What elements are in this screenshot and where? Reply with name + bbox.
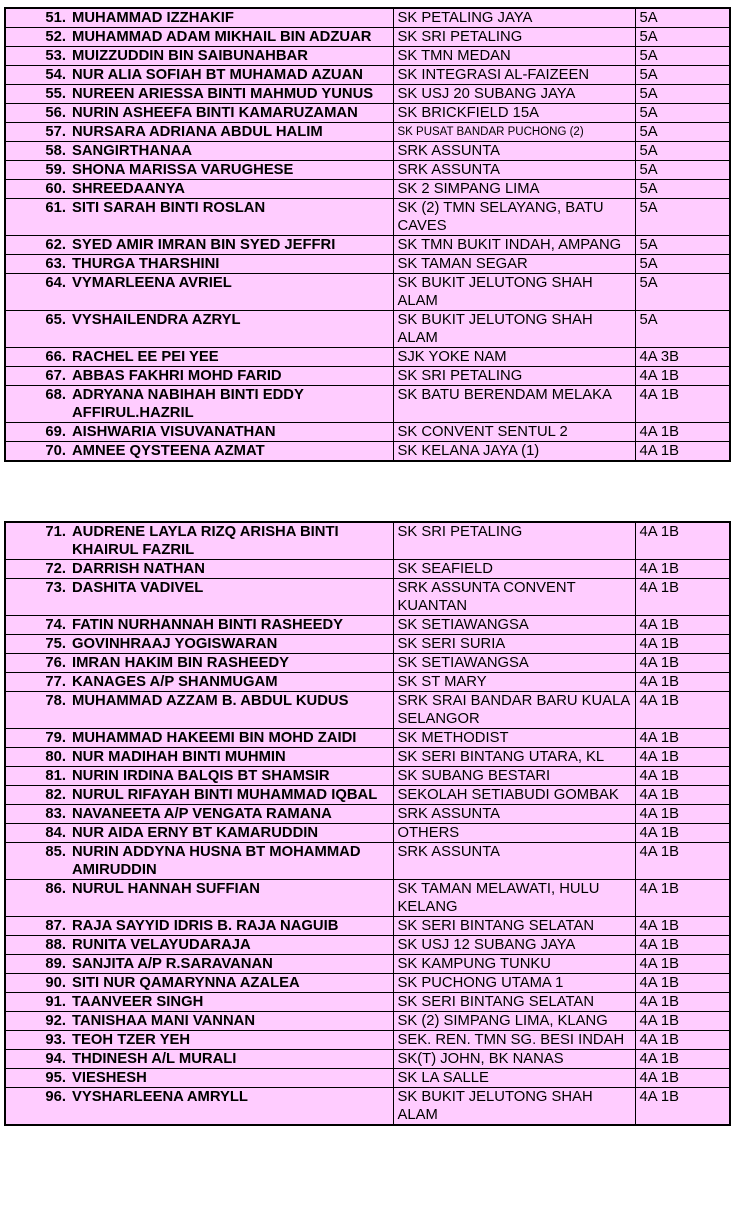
table-row <box>5 442 730 462</box>
student-name: NURUL RIFAYAH BINTI MUHAMMAD IQBAL <box>72 787 378 803</box>
student-cell <box>5 274 393 311</box>
grade-result: 4A 1B <box>635 1069 730 1088</box>
student-name: RAJA SAYYID IDRIS B. RAJA NAGUIB <box>72 918 339 934</box>
table-row <box>5 955 730 974</box>
grade-result: 4A 1B <box>635 1031 730 1050</box>
school-name: SK BATU BERENDAM MELAKA <box>393 386 635 423</box>
school-name: SK (2) SIMPANG LIMA, KLANG <box>393 1012 635 1031</box>
student-cell <box>5 917 393 936</box>
row-number: 94. <box>45 1051 66 1067</box>
student-name: NURSARA ADRIANA ABDUL HALIM <box>72 124 323 140</box>
school-name: SK PUCHONG UTAMA 1 <box>393 974 635 993</box>
grade-result: 4A 1B <box>635 635 730 654</box>
row-number: 63. <box>45 256 66 272</box>
school-name: SRK ASSUNTA <box>393 843 635 880</box>
student-name: SHONA MARISSA VARUGHESE <box>72 162 294 178</box>
row-number: 84. <box>45 825 66 841</box>
school-name: SK BUKIT JELUTONG SHAH ALAM <box>393 311 635 348</box>
student-name: MUIZZUDDIN BIN SAIBUNAHBAR <box>72 48 308 64</box>
results-table-body <box>5 522 730 1125</box>
school-name: SRK ASSUNTA CONVENT KUANTAN <box>393 579 635 616</box>
student-name: ADRYANA NABIHAH BINTI EDDY AFFIRUL.HAZRIL <box>72 387 304 421</box>
row-number: 79. <box>45 730 66 746</box>
school-name: SK PETALING JAYA <box>393 8 635 28</box>
grade-result: 4A 1B <box>635 843 730 880</box>
row-number: 72. <box>45 561 66 577</box>
grade-result: 4A 3B <box>635 348 730 367</box>
row-number: 78. <box>45 693 66 709</box>
row-number: 86. <box>45 881 66 897</box>
table-row <box>5 1069 730 1088</box>
school-name: SRK ASSUNTA <box>393 142 635 161</box>
student-cell <box>5 28 393 47</box>
school-name: SEKOLAH SETIABUDI GOMBAK <box>393 786 635 805</box>
student-cell <box>5 66 393 85</box>
row-number: 89. <box>45 956 66 972</box>
grade-result: 5A <box>635 123 730 142</box>
student-name: THURGA THARSHINI <box>72 256 220 272</box>
grade-result: 5A <box>635 104 730 123</box>
grade-result: 5A <box>635 255 730 274</box>
row-number: 70. <box>45 443 66 459</box>
grade-result: 4A 1B <box>635 616 730 635</box>
row-number: 67. <box>45 368 66 384</box>
school-name: SK TAMAN MELAWATI, HULU KELANG <box>393 880 635 917</box>
row-number: 59. <box>45 162 66 178</box>
student-name: VYSHARLEENA AMRYLL <box>72 1089 248 1105</box>
row-number: 53. <box>45 48 66 64</box>
student-name: SITI SARAH BINTI ROSLAN <box>72 200 266 216</box>
table-row <box>5 8 730 28</box>
school-name: SK KELANA JAYA (1) <box>393 442 635 462</box>
table-row <box>5 786 730 805</box>
grade-result: 4A 1B <box>635 993 730 1012</box>
row-number: 81. <box>45 768 66 784</box>
student-cell <box>5 1031 393 1050</box>
student-name: SYED AMIR IMRAN BIN SYED JEFFRI <box>72 237 336 253</box>
grade-result: 4A 1B <box>635 579 730 616</box>
table-row <box>5 843 730 880</box>
table-row <box>5 199 730 236</box>
results-table-body <box>5 8 730 461</box>
school-name: SK TMN MEDAN <box>393 47 635 66</box>
row-number: 95. <box>45 1070 66 1086</box>
school-name: SK 2 SIMPANG LIMA <box>393 180 635 199</box>
table-row <box>5 274 730 311</box>
table-row <box>5 1050 730 1069</box>
table-row <box>5 579 730 616</box>
student-name: NURUL HANNAH SUFFIAN <box>72 881 260 897</box>
student-name: FATIN NURHANNAH BINTI RASHEEDY <box>72 617 344 633</box>
student-cell <box>5 104 393 123</box>
table-row <box>5 255 730 274</box>
grade-result: 4A 1B <box>635 936 730 955</box>
student-name: NUR AIDA ERNY BT KAMARUDDIN <box>72 825 319 841</box>
school-name: SK TAMAN SEGAR <box>393 255 635 274</box>
table-row <box>5 654 730 673</box>
results-table-part-1 <box>4 7 731 462</box>
student-cell <box>5 85 393 104</box>
student-name: VYMARLEENA AVRIEL <box>72 275 232 291</box>
grade-result: 4A 1B <box>635 805 730 824</box>
grade-result: 4A 1B <box>635 955 730 974</box>
row-number: 76. <box>45 655 66 671</box>
student-name: RUNITA VELAYUDARAJA <box>72 937 251 953</box>
student-name: SANJITA A/P R.SARAVANAN <box>72 956 273 972</box>
table-row <box>5 180 730 199</box>
row-number: 75. <box>45 636 66 652</box>
row-number: 58. <box>45 143 66 159</box>
row-number: 77. <box>45 674 66 690</box>
table-row <box>5 917 730 936</box>
student-cell <box>5 367 393 386</box>
student-cell <box>5 199 393 236</box>
table-row <box>5 1088 730 1126</box>
school-name: SK SRI PETALING <box>393 367 635 386</box>
student-name: MUHAMMAD IZZHAKIF <box>72 10 234 26</box>
grade-result: 4A 1B <box>635 824 730 843</box>
table-row <box>5 423 730 442</box>
student-name: MUHAMMAD HAKEEMI BIN MOHD ZAIDI <box>72 730 357 746</box>
table-row <box>5 692 730 729</box>
school-name: SK(T) JOHN, BK NANAS <box>393 1050 635 1069</box>
table-row <box>5 824 730 843</box>
school-name: SK LA SALLE <box>393 1069 635 1088</box>
student-cell <box>5 560 393 579</box>
student-cell <box>5 1088 393 1126</box>
grade-result: 4A 1B <box>635 917 730 936</box>
row-number: 56. <box>45 105 66 121</box>
student-cell <box>5 880 393 917</box>
student-cell <box>5 616 393 635</box>
grade-result: 4A 1B <box>635 1050 730 1069</box>
student-cell <box>5 1012 393 1031</box>
grade-result: 4A 1B <box>635 692 730 729</box>
school-name: SK ST MARY <box>393 673 635 692</box>
table-row <box>5 348 730 367</box>
school-name: SK BRICKFIELD 15A <box>393 104 635 123</box>
table-row <box>5 729 730 748</box>
grade-result: 5A <box>635 274 730 311</box>
student-name: SITI NUR QAMARYNNA AZALEA <box>72 975 300 991</box>
student-cell <box>5 1050 393 1069</box>
student-cell <box>5 8 393 28</box>
school-name: SRK SRAI BANDAR BARU KUALA SELANGOR <box>393 692 635 729</box>
student-name: NURIN IRDINA BALQIS BT SHAMSIR <box>72 768 330 784</box>
school-name: SK USJ 12 SUBANG JAYA <box>393 936 635 955</box>
table-row <box>5 1012 730 1031</box>
school-name: SK SETIAWANGSA <box>393 616 635 635</box>
student-name: ABBAS FAKHRI MOHD FARID <box>72 368 282 384</box>
row-number: 55. <box>45 86 66 102</box>
grade-result: 5A <box>635 161 730 180</box>
table-row <box>5 560 730 579</box>
row-number: 64. <box>45 275 66 291</box>
student-name: SANGIRTHANAA <box>72 143 193 159</box>
student-name: NURIN ADDYNA HUSNA BT MOHAMMAD AMIRUDDIN <box>72 844 361 878</box>
row-number: 85. <box>45 844 66 860</box>
school-name: SK SETIAWANGSA <box>393 654 635 673</box>
row-number: 68. <box>45 387 66 403</box>
school-name: SK SRI PETALING <box>393 28 635 47</box>
table-row <box>5 85 730 104</box>
table-row <box>5 880 730 917</box>
grade-result: 4A 1B <box>635 748 730 767</box>
grade-result: 4A 1B <box>635 1088 730 1126</box>
school-name: SK SERI BINTANG SELATAN <box>393 917 635 936</box>
grade-result: 5A <box>635 47 730 66</box>
school-name: SK SEAFIELD <box>393 560 635 579</box>
student-cell <box>5 579 393 616</box>
row-number: 74. <box>45 617 66 633</box>
grade-result: 4A 1B <box>635 880 730 917</box>
school-name: SK SERI BINTANG SELATAN <box>393 993 635 1012</box>
row-number: 54. <box>45 67 66 83</box>
student-cell <box>5 47 393 66</box>
school-name: SK METHODIST <box>393 729 635 748</box>
student-cell <box>5 142 393 161</box>
student-cell <box>5 843 393 880</box>
student-name: MUHAMMAD ADAM MIKHAIL BIN ADZUAR <box>72 29 372 45</box>
school-name: SK INTEGRASI AL-FAIZEEN <box>393 66 635 85</box>
student-name: KANAGES A/P SHANMUGAM <box>72 674 278 690</box>
student-name: THDINESH A/L MURALI <box>72 1051 237 1067</box>
row-number: 80. <box>45 749 66 765</box>
grade-result: 4A 1B <box>635 729 730 748</box>
row-number: 61. <box>45 200 66 216</box>
grade-result: 4A 1B <box>635 673 730 692</box>
school-name: SK CONVENT SENTUL 2 <box>393 423 635 442</box>
student-cell <box>5 654 393 673</box>
grade-result: 5A <box>635 85 730 104</box>
student-cell <box>5 729 393 748</box>
grade-result: 5A <box>635 66 730 85</box>
student-cell <box>5 955 393 974</box>
student-name: NUREEN ARIESSA BINTI MAHMUD YUNUS <box>72 86 374 102</box>
table-row <box>5 386 730 423</box>
row-number: 69. <box>45 424 66 440</box>
table-row <box>5 311 730 348</box>
school-name: SK SUBANG BESTARI <box>393 767 635 786</box>
table-row <box>5 748 730 767</box>
student-name: NUR MADIHAH BINTI MUHMIN <box>72 749 286 765</box>
grade-result: 4A 1B <box>635 386 730 423</box>
student-name: VYSHAILENDRA AZRYL <box>72 312 241 328</box>
table-row <box>5 993 730 1012</box>
student-name: GOVINHRAAJ YOGISWARAN <box>72 636 278 652</box>
student-cell <box>5 522 393 560</box>
student-name: NAVANEETA A/P VENGATA RAMANA <box>72 806 332 822</box>
school-name: SEK. REN. TMN SG. BESI INDAH <box>393 1031 635 1050</box>
student-cell <box>5 993 393 1012</box>
student-name: AUDRENE LAYLA RIZQ ARISHA BINTI KHAIRUL FAZRIL <box>72 524 339 558</box>
student-cell <box>5 423 393 442</box>
grade-result: 5A <box>635 142 730 161</box>
school-name: SK KAMPUNG TUNKU <box>393 955 635 974</box>
grade-result: 5A <box>635 28 730 47</box>
grade-result: 5A <box>635 8 730 28</box>
table-row <box>5 142 730 161</box>
grade-result: 4A 1B <box>635 654 730 673</box>
student-cell <box>5 255 393 274</box>
table-row <box>5 47 730 66</box>
grade-result: 5A <box>635 199 730 236</box>
row-number: 52. <box>45 29 66 45</box>
school-name: SRK ASSUNTA <box>393 161 635 180</box>
row-number: 96. <box>45 1089 66 1105</box>
student-name: MUHAMMAD AZZAM B. ABDUL KUDUS <box>72 693 349 709</box>
student-name: TAANVEER SINGH <box>72 994 204 1010</box>
row-number: 65. <box>45 312 66 328</box>
grade-result: 4A 1B <box>635 522 730 560</box>
row-number: 71. <box>45 524 66 540</box>
student-cell <box>5 824 393 843</box>
school-name: SK SRI PETALING <box>393 522 635 560</box>
school-name: SJK YOKE NAM <box>393 348 635 367</box>
row-number: 73. <box>45 580 66 596</box>
school-name: SK BUKIT JELUTONG SHAH ALAM <box>393 274 635 311</box>
student-name: NUR ALIA SOFIAH BT MUHAMAD AZUAN <box>72 67 363 83</box>
table-row <box>5 767 730 786</box>
grade-result: 4A 1B <box>635 974 730 993</box>
student-cell <box>5 161 393 180</box>
row-number: 62. <box>45 237 66 253</box>
row-number: 51. <box>45 10 66 26</box>
student-cell <box>5 748 393 767</box>
table-row <box>5 635 730 654</box>
student-name: AMNEE QYSTEENA AZMAT <box>72 443 265 459</box>
grade-result: 5A <box>635 311 730 348</box>
row-number: 91. <box>45 994 66 1010</box>
grade-result: 4A 1B <box>635 442 730 462</box>
table-row <box>5 66 730 85</box>
student-name: DARRISH NATHAN <box>72 561 205 577</box>
school-name: SK BUKIT JELUTONG SHAH ALAM <box>393 1088 635 1126</box>
student-cell <box>5 974 393 993</box>
row-number: 82. <box>45 787 66 803</box>
student-cell <box>5 805 393 824</box>
table-row <box>5 522 730 560</box>
student-cell <box>5 311 393 348</box>
table-row <box>5 936 730 955</box>
grade-result: 5A <box>635 236 730 255</box>
grade-result: 5A <box>635 180 730 199</box>
student-cell <box>5 767 393 786</box>
row-number: 88. <box>45 937 66 953</box>
table-row <box>5 123 730 142</box>
student-cell <box>5 236 393 255</box>
school-name: SK USJ 20 SUBANG JAYA <box>393 85 635 104</box>
student-cell <box>5 180 393 199</box>
student-name: RACHEL EE PEI YEE <box>72 349 219 365</box>
grade-result: 4A 1B <box>635 786 730 805</box>
grade-result: 4A 1B <box>635 1012 730 1031</box>
student-name: TANISHAA MANI VANNAN <box>72 1013 256 1029</box>
student-cell <box>5 635 393 654</box>
school-name: SK TMN BUKIT INDAH, AMPANG <box>393 236 635 255</box>
student-name: SHREEDAANYA <box>72 181 185 197</box>
grade-result: 4A 1B <box>635 560 730 579</box>
table-row <box>5 367 730 386</box>
student-cell <box>5 786 393 805</box>
table-row <box>5 616 730 635</box>
school-name: SK PUSAT BANDAR PUCHONG (2) <box>393 123 635 142</box>
student-cell <box>5 692 393 729</box>
grade-result: 4A 1B <box>635 767 730 786</box>
student-cell <box>5 123 393 142</box>
student-cell <box>5 348 393 367</box>
school-name: OTHERS <box>393 824 635 843</box>
student-name: TEOH TZER YEH <box>72 1032 191 1048</box>
student-cell <box>5 673 393 692</box>
student-cell <box>5 1069 393 1088</box>
table-row <box>5 236 730 255</box>
row-number: 90. <box>45 975 66 991</box>
student-cell <box>5 386 393 423</box>
row-number: 87. <box>45 918 66 934</box>
row-number: 83. <box>45 806 66 822</box>
student-name: VIESHESH <box>72 1070 147 1086</box>
student-cell <box>5 442 393 462</box>
table-row <box>5 974 730 993</box>
school-name: SRK ASSUNTA <box>393 805 635 824</box>
row-number: 66. <box>45 349 66 365</box>
row-number: 93. <box>45 1032 66 1048</box>
results-table-part-2 <box>4 521 731 1126</box>
school-name: SK (2) TMN SELAYANG, BATU CAVES <box>393 199 635 236</box>
table-row <box>5 1031 730 1050</box>
table-row <box>5 104 730 123</box>
school-name: SK SERI BINTANG UTARA, KL <box>393 748 635 767</box>
student-name: AISHWARIA VISUVANATHAN <box>72 424 276 440</box>
table-row <box>5 673 730 692</box>
table-row <box>5 161 730 180</box>
grade-result: 4A 1B <box>635 423 730 442</box>
row-number: 92. <box>45 1013 66 1029</box>
student-name: DASHITA VADIVEL <box>72 580 204 596</box>
grade-result: 4A 1B <box>635 367 730 386</box>
row-number: 60. <box>45 181 66 197</box>
student-name: IMRAN HAKIM BIN RASHEEDY <box>72 655 290 671</box>
table-row <box>5 28 730 47</box>
student-cell <box>5 936 393 955</box>
table-row <box>5 805 730 824</box>
student-name: NURIN ASHEEFA BINTI KAMARUZAMAN <box>72 105 358 121</box>
school-name: SK SERI SURIA <box>393 635 635 654</box>
row-number: 57. <box>45 124 66 140</box>
